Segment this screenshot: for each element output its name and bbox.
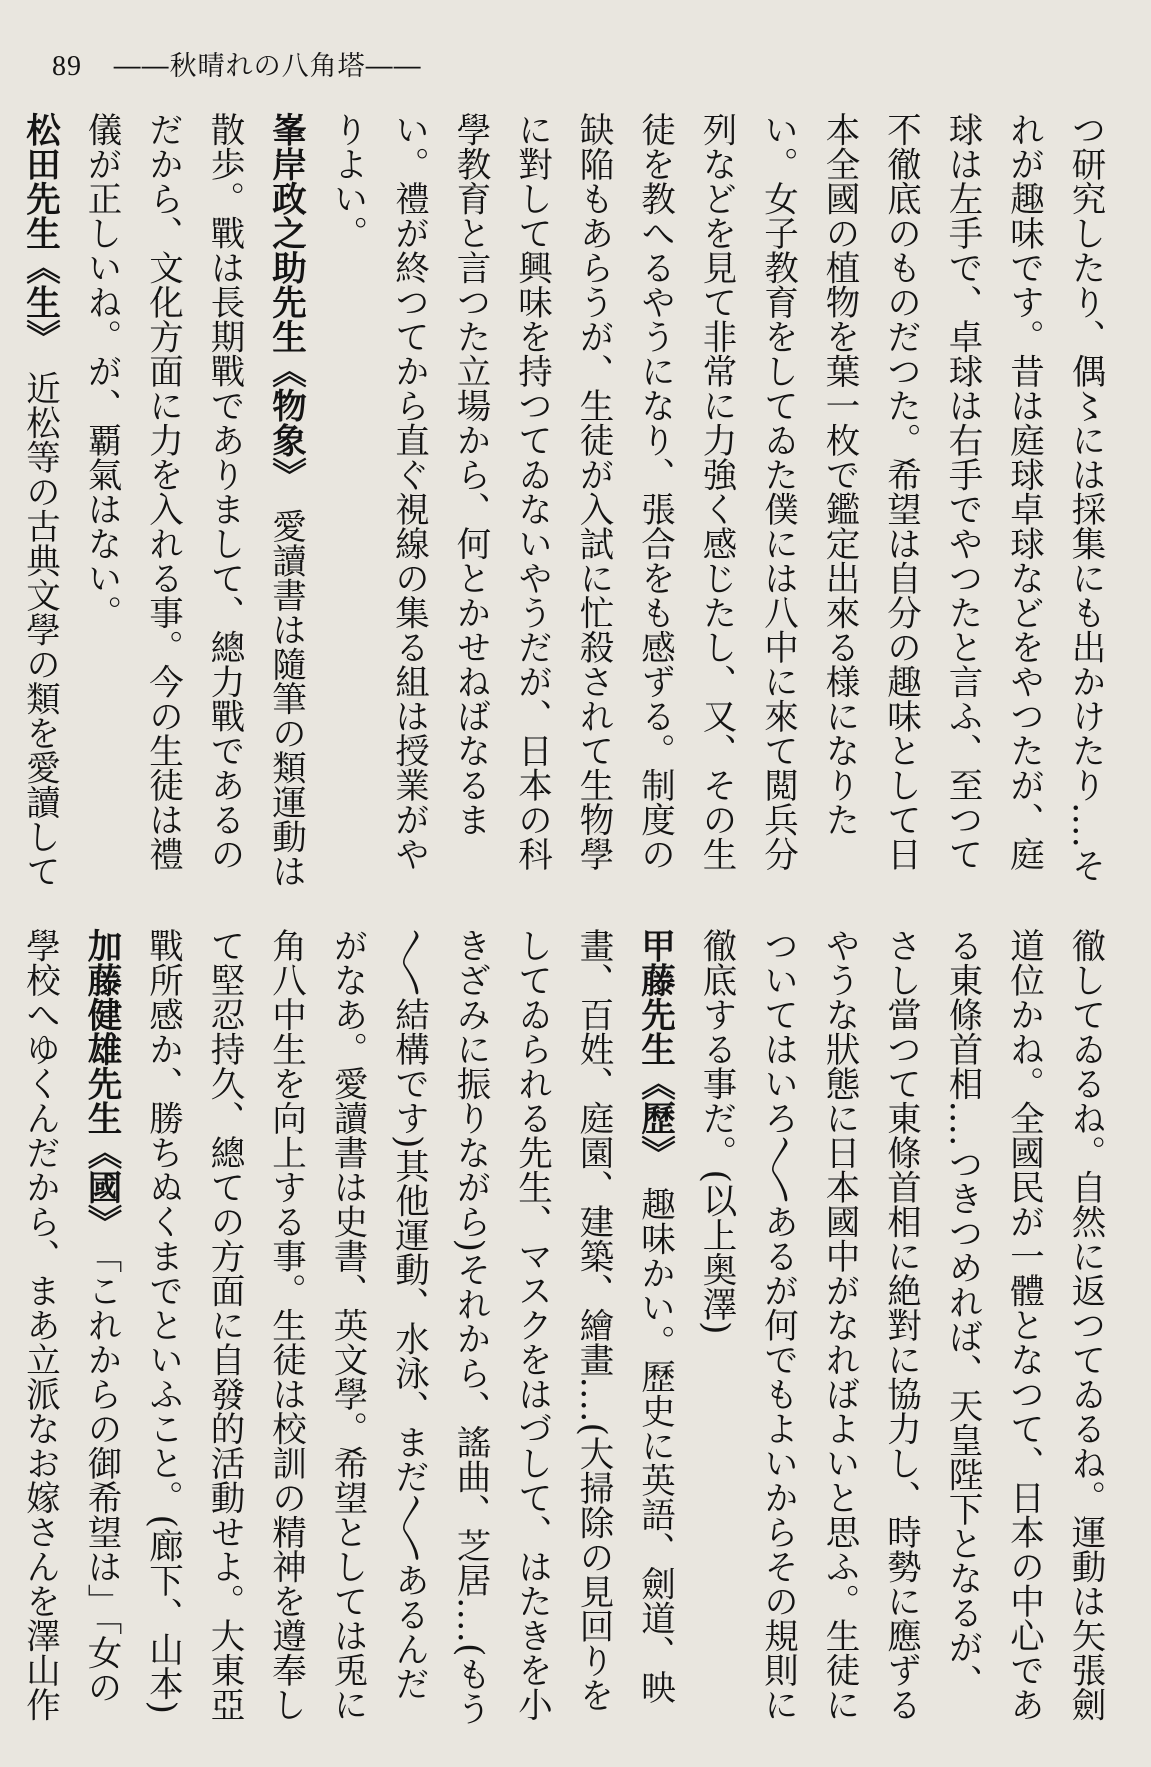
page-header [52, 44, 422, 83]
paragraph-text: 徹してゐるね。自然に返つてゐるね。運動は矢張劍道位かね。全國民が一體となつて、日本の中心である東條首相‥‥つきつめれば、天皇陛下となるが、さし當つて東條首相に絶對に協力し、時勢に應ずるやうな狀態に日本國中がなればよいと思ふ。生徒についてはいろ〳〵あるが何でもよいからその規則に徹底する事だ。(以上奥澤) [696, 928, 1105, 1722]
paragraph [316, 112, 1116, 902]
paragraph [70, 112, 316, 902]
paragraph-text: 近松等の古典文學の類を愛讀して [19, 370, 60, 889]
speaker-label: 松田先生《生》 [19, 112, 60, 337]
speaker-label: 加藤健雄先生《國》 [81, 928, 121, 1222]
upper-text-block [19, 112, 1115, 902]
paragraph [0, 928, 131, 1728]
paragraph [0, 112, 70, 902]
page-number: 89 [52, 51, 82, 82]
speaker-label: 甲藤先生《歷》 [634, 928, 675, 1153]
speaker-label: 峯岸政之助先生《物象》 [265, 112, 306, 475]
lower-text-block [19, 928, 1115, 1728]
paragraph-text: 「これからの御希望は」「女の學校へゆくんだから、まあ立派なお嫁さんを澤山作 [19, 928, 121, 1722]
paragraph-text: 愛讀書は隨筆の類運動は散歩。戰は長期戰でありまして、總力戰であるのだから、文化方面に力を入れる事。今の生徒は禮儀が正しいね。が、覇氣はない。 [81, 112, 306, 889]
paragraph [131, 928, 685, 1728]
paragraph [685, 928, 1116, 1728]
paragraph-text: 趣味かい。歷史に英語、劍道、映畫、百姓、庭園、建築、繪畫‥‥(大掃除の見回りをしてゐられる先生、マスクをはづして、はたきを小きざみに振りながら)それから、謠曲、芝居‥‥(もう〳〵結構です)其他運動、水泳、まだ〳〵あるんだがなあ。愛讀書は史書、英文學。希望としては兎に角八中生を向上する事。生徒は校訓の精神を遵奉して堅忍持久、總ての方面に自發的活動せよ。大東亞戰所感か、勝ちぬくまでといふこと。(廊下、山本) [142, 928, 675, 1726]
paragraph-text: つ研究したり、偶〻には採集にも出かけたり‥‥それが趣味です。昔は庭球卓球などをやつたが、庭球は左手で、卓球は右手でやつたと言ふ、至つて不徹底のものだつた。希望は自分の趣味として日本全國の植物を葉一枚で鑑定出來る様になりたい。女子教育をしてゐた僕には八中に來て閲兵分列などを見て非常に力強く感じたし、又、その生徒を教へるやうになり、張合をも感ずる。制度の缺陥もあらうが、生徒が入試に忙殺されて生物學に對して興味を持つてゐないやうだが、日本の科學教育と言つた立場から、何とかせねばなるまい。禮が終つてから直ぐ視線の集る組は授業がやりよい。 [327, 112, 1105, 883]
running-title: ――秋晴れの八角塔―― [113, 51, 422, 82]
